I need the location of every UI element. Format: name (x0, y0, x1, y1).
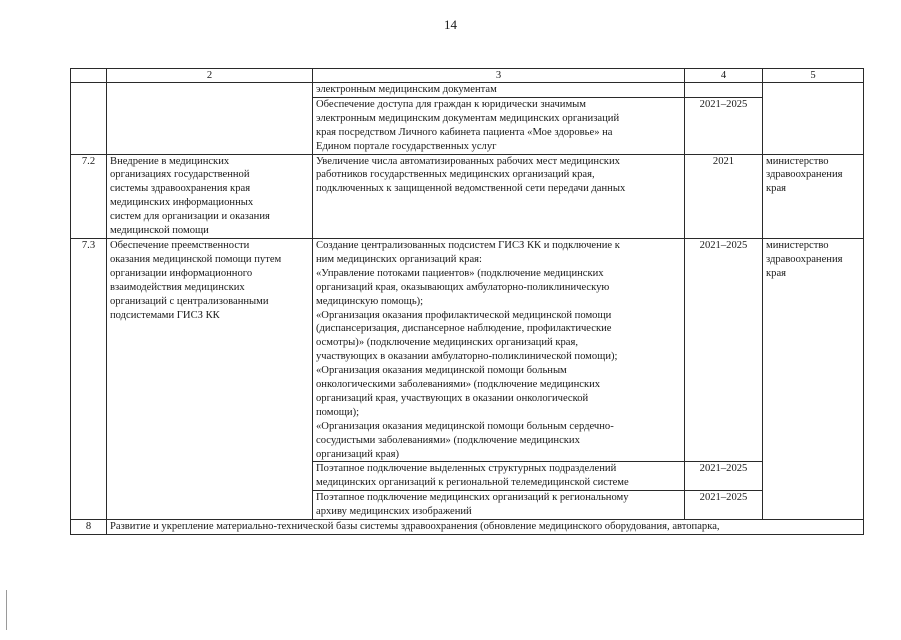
period-cell: 2021–2025 (685, 238, 763, 462)
header-col-2: 2 (107, 69, 313, 83)
table-row (71, 238, 864, 462)
executor-cell (763, 83, 864, 155)
table-row (71, 154, 864, 238)
page-number: 14 (444, 17, 457, 32)
period-cell (685, 83, 763, 98)
table-row (71, 83, 864, 98)
row-number-cell: 7.2 (71, 154, 107, 238)
section-title-cell: Развитие и укрепление материально-технической базы системы здравоохранения (обновление медицинского оборудования, автопарка, (107, 520, 864, 535)
header-col-1 (71, 69, 107, 83)
measure-name-cell: Обеспечение преемственности оказания медицинской помощи путем организации информационного взаимодействия медицинских организаций с централизованными подсистемами ГИСЗ КК (107, 238, 313, 519)
row-number-cell (71, 83, 107, 155)
executor-cell: министерство здравоохранения края (763, 238, 864, 519)
row-number-cell: 7.3 (71, 238, 107, 519)
period-cell: 2021–2025 (685, 97, 763, 154)
activity-cell: Увеличение числа автоматизированных рабочих мест медицинских работников государственных медицинских организаций края, подключенных к защищенной ведомственной сети передачи данных (313, 154, 685, 238)
period-cell: 2021 (685, 154, 763, 238)
executor-cell: министерство здравоохранения края (763, 154, 864, 238)
header-col-5: 5 (763, 69, 864, 83)
period-cell: 2021–2025 (685, 491, 763, 520)
header-col-4: 4 (685, 69, 763, 83)
activity-cell: Обеспечение доступа для граждан к юридически значимым электронным медицинским документам медицинских организаций края посредством Личного кабинета пациента «Мое здоровье» на Едином портале государственных услуг (313, 97, 685, 154)
measure-name-cell (107, 83, 313, 155)
period-cell: 2021–2025 (685, 462, 763, 491)
measures-table (70, 68, 864, 535)
row-number-cell: 8 (71, 520, 107, 535)
page-edge-line (6, 590, 7, 630)
table-row (71, 520, 864, 535)
measure-name-cell: Внедрение в медицинских организациях государственной системы здравоохранения края медицинских информационных систем для организации и оказания медицинской помощи (107, 154, 313, 238)
activity-cell: Поэтапное подключение выделенных структурных подразделений медицинских организаций к региональной телемедицинской системе (313, 462, 685, 491)
activity-cell: Поэтапное подключение медицинских организаций к региональному архиву медицинских изображений (313, 491, 685, 520)
column-number-row (71, 69, 864, 83)
activity-cell: Создание централизованных подсистем ГИСЗ КК и подключение к ним медицинских организаций края: «Управление потоками пациентов» (подключение медицинских организаций края, оказывающих амбулаторно-поликлиническую медицинскую помощь); «Организация оказания профилактической медицинской помощи (диспансеризация, диспансерное наблюдение, профилактические осмотры)» (подключение медицинских организаций края, участвующих в оказании амбулаторно-поликлинической помощи); «Организация оказания медицинской помощи больным онкологическими заболеваниями» (подключение медицинских организаций края, участвующих в оказании онкологической помощи); «Организация оказания медицинской помощи больным сердечно- сосудистыми заболеваниями» (подключение медицинских организаций края) (313, 238, 685, 462)
header-col-3: 3 (313, 69, 685, 83)
activity-cell: электронным медицинским документам (313, 83, 685, 98)
